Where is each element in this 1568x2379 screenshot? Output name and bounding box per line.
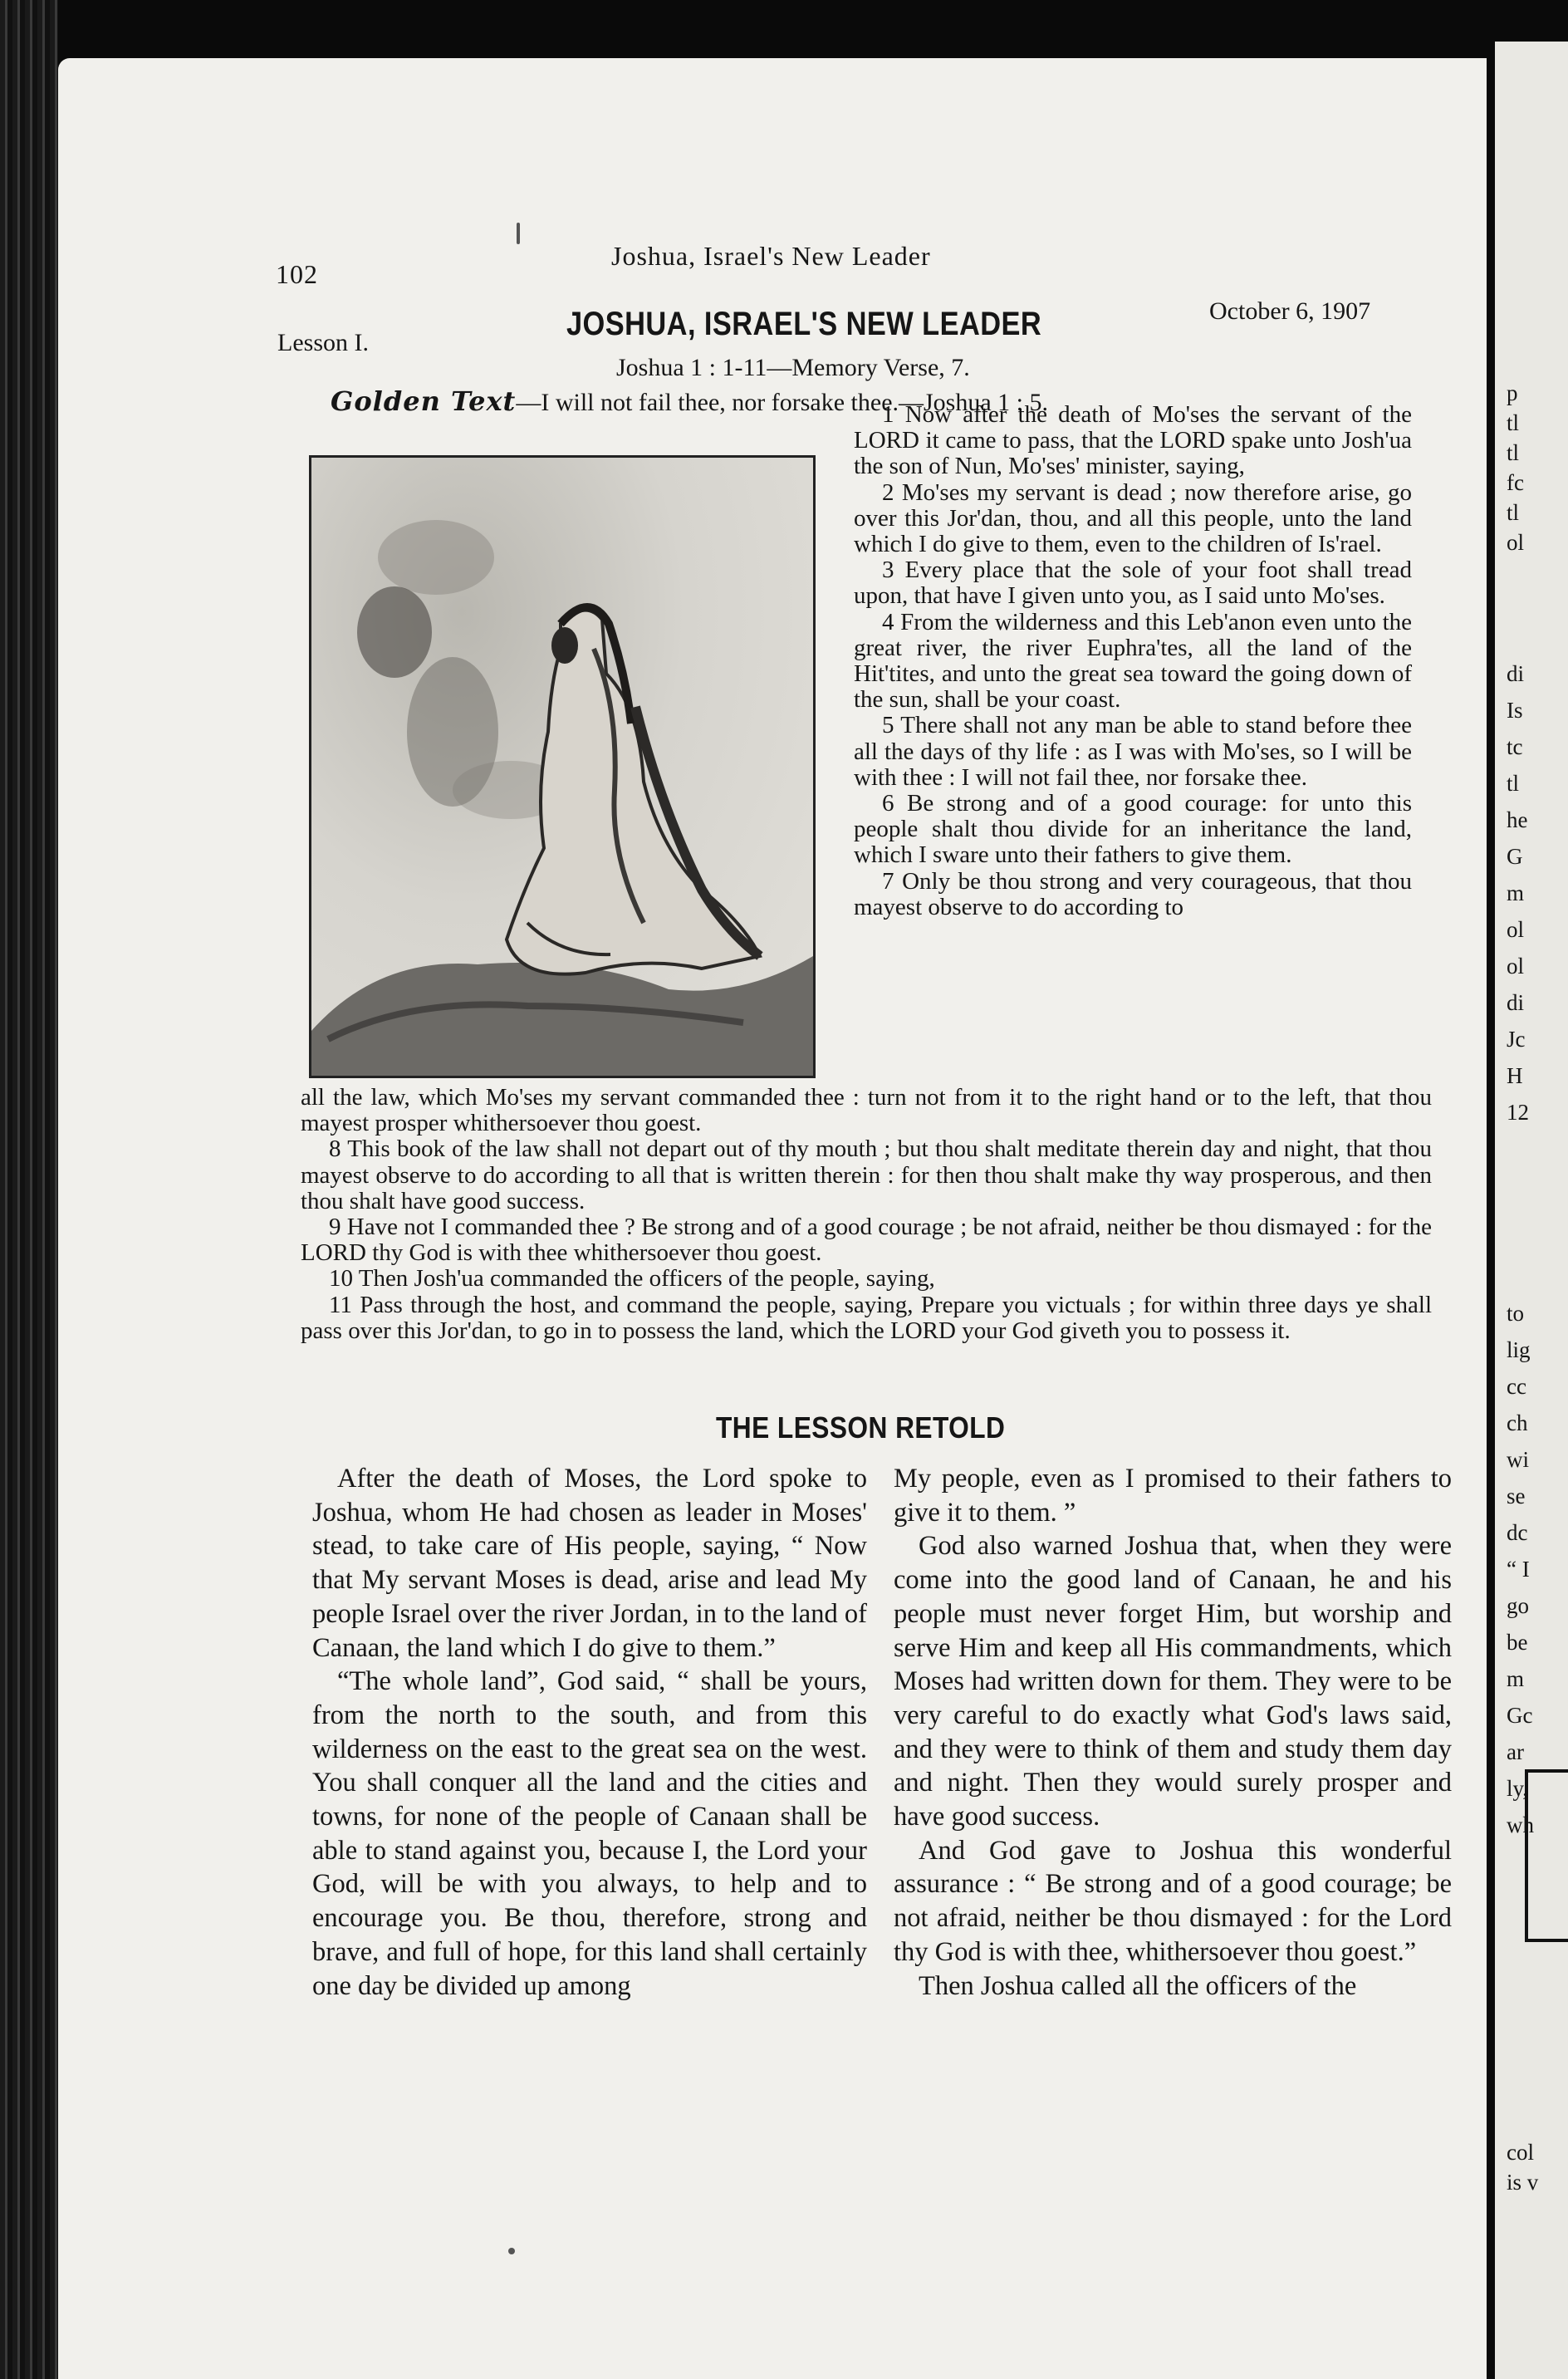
verse: 2 Mo'ses my servant is dead ; now therefore arise, go over this Jor'dan, thou, and all this people, unto the land which I do give to them, even to the children of Is'rael. bbox=[854, 478, 1412, 558]
print-speck bbox=[517, 223, 520, 244]
verse: 11 Pass through the host, and command the people, saying, Prepare you victuals ; for within three days ye shall pass over this Jor'dan, to go in to possess the land, which the LORD your God giveth you to possess it. bbox=[301, 1291, 1432, 1344]
adjacent-page-fragment: is v bbox=[1507, 2170, 1539, 2195]
adjacent-page-fragment: tc bbox=[1507, 734, 1523, 759]
retold-column-right bbox=[894, 1462, 1452, 2003]
verse: 5 There shall not any man be able to stand before thee all the days of thy life : as I was with Mo'ses, so I will be with thee : I will not fail thee, nor forsake thee. bbox=[854, 712, 1412, 791]
adjacent-page-fragment: tl bbox=[1507, 440, 1520, 465]
adjacent-page-fragment: ol bbox=[1507, 954, 1525, 979]
adjacent-page-fragment: wi bbox=[1507, 1447, 1529, 1472]
adjacent-page-fragment: lig bbox=[1507, 1337, 1531, 1362]
adjacent-page-fragment: di bbox=[1507, 661, 1525, 686]
adjacent-page-fragment: Gc bbox=[1507, 1703, 1533, 1728]
book-spine bbox=[0, 0, 58, 2379]
verse: 6 Be strong and of a good courage: for unto this people shalt thou divide for an inheritance the land, which I sware unto their fathers to give them. bbox=[854, 790, 1412, 869]
adjacent-page-fragment: ar bbox=[1507, 1739, 1524, 1764]
golden-text-body: —I will not fail thee, nor forsake thee.—Joshua 1 : 5. bbox=[516, 389, 1049, 416]
scripture-verses-upper bbox=[854, 402, 1412, 920]
page-number: 102 bbox=[276, 259, 318, 289]
adjacent-page-fragment: tl bbox=[1507, 410, 1520, 435]
running-title: Joshua, Israel's New Leader bbox=[611, 241, 931, 271]
verse: all the law, which Mo'ses my servant commanded thee : turn not from it to the right hand or to the left, that thou mayest prosper whithersoever thou goest. bbox=[301, 1084, 1432, 1137]
adjacent-page-fragment: di bbox=[1507, 990, 1525, 1015]
retold-paragraph: Then Joshua called all the officers of the bbox=[919, 1970, 1357, 2001]
verse: 8 This book of the law shall not depart out of thy mouth ; but thou shalt meditate therein day and night, that thou mayest observe to do according to all that is written therein : for then thou shalt make thy way prosperous, and then thou shalt have good success. bbox=[301, 1136, 1432, 1214]
adjacent-page-fragment: Jc bbox=[1507, 1027, 1526, 1052]
adjacent-page-fragment: G bbox=[1507, 844, 1523, 869]
lesson-label: Lesson I. bbox=[277, 329, 369, 356]
verse: 9 Have not I commanded thee ? Be strong and of a good courage ; be not afraid, neither be thou dismayed : for the LORD thy God is with thee whithersoever thou goest. bbox=[301, 1214, 1432, 1267]
adjacent-page-fragment: dc bbox=[1507, 1520, 1528, 1545]
verse: 10 Then Josh'ua commanded the officers of the people, saying, bbox=[329, 1265, 935, 1293]
verse: 1 Now after the death of Mo'ses the servant of the LORD it came to pass, that the LORD spake unto Josh'ua the son of Nun, Mo'ses' minister, saying, bbox=[854, 401, 1412, 480]
golden-text-label: Golden Text bbox=[331, 385, 517, 417]
lesson-date: October 6, 1907 bbox=[1209, 297, 1371, 325]
adjacent-page-box bbox=[1525, 1769, 1568, 1942]
adjacent-page-edge bbox=[1495, 42, 1568, 2379]
adjacent-page-fragment: se bbox=[1507, 1484, 1526, 1508]
praying-man-illustration bbox=[309, 455, 816, 1078]
adjacent-page-fragment: H bbox=[1507, 1063, 1523, 1088]
lesson-title: JOSHUA, ISRAEL'S NEW LEADER bbox=[566, 306, 1042, 342]
retold-paragraph: “The whole land”, God said, “ shall be yours, from the north to the south, and from this wilderness on the east to the great sea on the west. You shall conquer all the land and the cities and towns, for none of the people of Canaan shall be able to stand against you, because I, the Lord your God, will be with you always, to help and to encourage you. Be thou, therefore, strong and brave, and full of hope, for this land shall certainly one day be divided up among bbox=[312, 1666, 867, 2001]
retold-paragraph: And God gave to Joshua this wonderful assurance : “ Be strong and of a good courage; be not afraid, neither be thou dismayed : for the Lord thy God is with thee, whithersoever thou goest.” bbox=[894, 1835, 1452, 1967]
retold-paragraph: My people, even as I promised to their fathers to give it to them. ” bbox=[894, 1464, 1452, 1528]
retold-paragraph: God also warned Joshua that, when they were come into the good land of Canaan, he and his people must never forget Him, but worship and serve Him and keep all His commandments, which Moses had written down for them. They were to be very careful to do exactly what God's laws said, and they were to think of them and study them day and night. Then they would surely prosper and have good success. bbox=[894, 1531, 1452, 1832]
adjacent-page-fragment: tl bbox=[1507, 500, 1520, 525]
verse: 7 Only be thou strong and very courageous, that thou mayest observe to do according to bbox=[854, 867, 1412, 920]
retold-column-left bbox=[312, 1462, 867, 2003]
adjacent-page-fragment: fc bbox=[1507, 470, 1524, 495]
adjacent-page-fragment: be bbox=[1507, 1630, 1528, 1655]
verse: 4 From the wilderness and this Leb'anon even unto the great river, the river Euphra'tes, all the land of the Hit'tites, and unto the great sea toward the going down of the sun, shall be your coast. bbox=[854, 608, 1412, 714]
adjacent-page-fragment: go bbox=[1507, 1593, 1529, 1618]
adjacent-page-fragment: tl bbox=[1507, 771, 1520, 796]
retold-paragraph: After the death of Moses, the Lord spoke to Joshua, whom He had chosen as leader in Moses' stead, to take care of His people, saying, “ Now that My servant Moses is dead, arise and lead My people Israel over the river Jordan, in to the land of Canaan, the land which I do give to them.” bbox=[312, 1464, 867, 1663]
adjacent-page-fragment: cc bbox=[1507, 1374, 1526, 1399]
adjacent-page-fragment: 12 bbox=[1507, 1100, 1529, 1125]
adjacent-page-fragment: Is bbox=[1507, 698, 1523, 723]
lesson-retold-heading: THE LESSON RETOLD bbox=[716, 1410, 1006, 1445]
adjacent-page-fragment: ol bbox=[1507, 917, 1525, 942]
adjacent-page-fragment: ol bbox=[1507, 530, 1525, 555]
adjacent-page-fragment: ch bbox=[1507, 1410, 1528, 1435]
adjacent-page-fragment: p bbox=[1507, 380, 1518, 405]
scripture-verses-lower bbox=[301, 1085, 1432, 1344]
scripture-reference: Joshua 1 : 1-11—Memory Verse, 7. bbox=[616, 354, 970, 381]
adjacent-page-fragment: m bbox=[1507, 880, 1525, 905]
print-speck bbox=[508, 2248, 515, 2254]
adjacent-page-fragment: wh bbox=[1507, 1812, 1534, 1837]
adjacent-page-fragment: ly, bbox=[1507, 1776, 1528, 1801]
adjacent-page-fragment: “ I bbox=[1507, 1557, 1530, 1582]
adjacent-page-fragment: col bbox=[1507, 2140, 1534, 2165]
adjacent-page-fragment: to bbox=[1507, 1301, 1525, 1326]
adjacent-page-fragment: he bbox=[1507, 807, 1528, 832]
verse: 3 Every place that the sole of your foot shall tread upon, that have I given unto you, as I said unto Mo'ses. bbox=[854, 557, 1412, 610]
adjacent-page-fragment: m bbox=[1507, 1666, 1525, 1691]
